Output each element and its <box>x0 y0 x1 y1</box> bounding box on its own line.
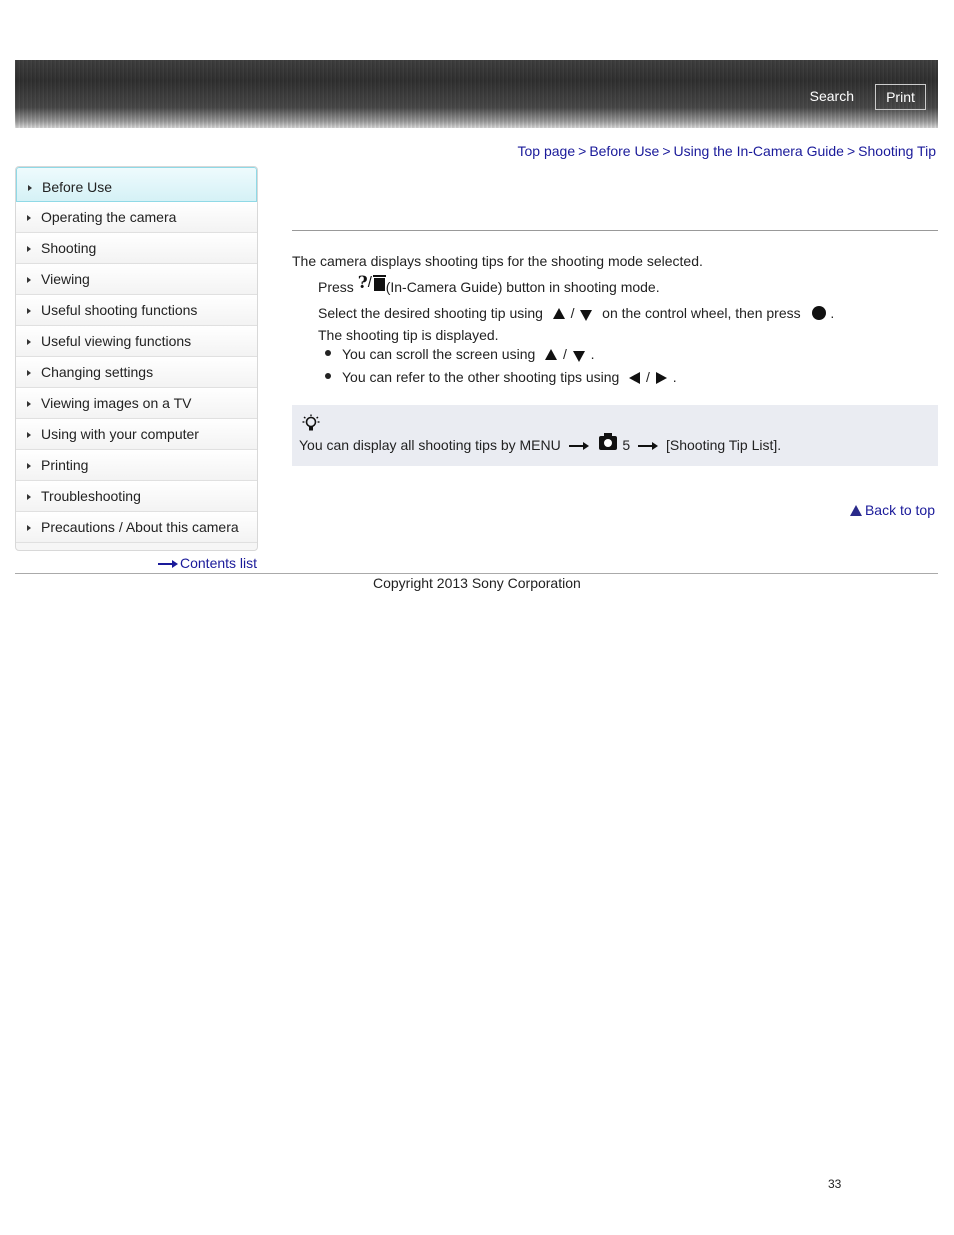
sidebar-item-label: Useful viewing functions <box>41 333 192 349</box>
breadcrumb-top-page[interactable]: Top page <box>517 143 576 159</box>
chevron-right-icon <box>27 215 31 221</box>
chevron-right-icon <box>27 370 31 376</box>
sidebar-item-label: Viewing <box>41 271 90 287</box>
header-bar <box>15 60 938 128</box>
sidebar-item-useful-viewing-functions[interactable] <box>16 326 257 357</box>
bullet-2-suffix: . <box>672 369 677 385</box>
slash: / <box>562 346 567 362</box>
step-1 <box>318 273 660 297</box>
chevron-right-icon <box>27 339 31 345</box>
breadcrumb-separator: > <box>662 143 671 159</box>
contents-list-link[interactable] <box>158 555 257 571</box>
up-arrow-icon <box>553 308 565 319</box>
sidebar-item-useful-shooting-functions[interactable] <box>16 295 257 326</box>
page-number: 33 <box>828 1177 842 1191</box>
copyright-text: Copyright 2013 Sony Corporation <box>373 575 581 591</box>
sidebar-item-label: Operating the camera <box>41 209 177 225</box>
sidebar-item-viewing-images-on-tv[interactable] <box>16 388 257 419</box>
hint-menu-number: 5 <box>622 437 631 453</box>
up-arrow-icon <box>850 505 862 516</box>
title-divider <box>292 230 938 231</box>
step-2-suffix: . <box>830 305 835 321</box>
sidebar-item-using-with-computer[interactable] <box>16 419 257 450</box>
step-2-middle: on the control wheel, then press <box>602 305 801 321</box>
sidebar-item-troubleshooting[interactable] <box>16 481 257 512</box>
down-arrow-icon <box>580 310 592 321</box>
breadcrumb-separator: > <box>578 143 587 159</box>
right-arrow-icon <box>656 372 667 384</box>
bullet-icon <box>325 373 331 379</box>
bullet-icon <box>325 350 331 356</box>
chevron-right-icon <box>27 246 31 252</box>
sidebar-item-shooting[interactable] <box>16 233 257 264</box>
print-button[interactable]: Print <box>875 84 926 110</box>
hint-text <box>299 437 781 453</box>
slash: / <box>646 369 650 385</box>
left-arrow-icon <box>629 372 640 384</box>
in-camera-guide-icon: ? / <box>358 276 386 294</box>
bullet-1-suffix: . <box>590 346 595 362</box>
bullet-2-prefix: You can refer to the other shooting tips using <box>342 369 620 385</box>
hint-prefix: You can display all shooting tips by MENU <box>299 437 561 453</box>
arrow-right-icon <box>569 442 589 450</box>
sidebar-item-before-use[interactable] <box>16 167 257 202</box>
camera-icon <box>599 436 617 450</box>
breadcrumb-in-camera-guide[interactable]: Using the In-Camera Guide <box>673 143 844 159</box>
sidebar-item-label: Viewing images on a TV <box>41 395 192 411</box>
intro-text: The camera displays shooting tips for the shooting mode selected. <box>292 253 703 269</box>
hint-suffix: [Shooting Tip List]. <box>665 437 782 453</box>
back-to-top-label: Back to top <box>864 502 935 518</box>
sidebar-item-printing[interactable] <box>16 450 257 481</box>
chevron-right-icon <box>27 463 31 469</box>
slash: / <box>570 305 575 321</box>
chevron-right-icon <box>27 401 31 407</box>
sidebar-item-label: Precautions / About this camera <box>41 519 239 535</box>
down-arrow-icon <box>573 351 585 362</box>
breadcrumb <box>518 143 936 159</box>
breadcrumb-separator: > <box>846 143 856 159</box>
step-2-prefix: Select the desired shooting tip using <box>318 305 543 321</box>
sidebar-item-label: Useful shooting functions <box>41 302 198 318</box>
sidebar-item-viewing[interactable] <box>16 264 257 295</box>
up-arrow-icon <box>545 349 557 360</box>
sidebar-item-label: Changing settings <box>41 364 154 380</box>
contents-list-label: Contents list <box>180 555 258 571</box>
sidebar-item-precautions[interactable] <box>16 512 257 543</box>
sidebar-item-changing-settings[interactable] <box>16 357 257 388</box>
sidebar-item-label: Printing <box>41 457 89 473</box>
step-1-suffix: (In-Camera Guide) button in shooting mode. <box>385 279 660 295</box>
arrow-right-icon <box>158 559 178 569</box>
sidebar-nav <box>15 166 258 551</box>
breadcrumb-shooting-tip[interactable]: Shooting Tip <box>858 143 936 159</box>
sidebar-item-label: Before Use <box>42 179 113 195</box>
step-2-result: The shooting tip is displayed. <box>318 327 499 343</box>
lightbulb-hint-icon <box>302 414 320 434</box>
hint-box <box>292 405 938 466</box>
back-to-top-link[interactable] <box>850 502 935 518</box>
footer-divider <box>15 573 938 574</box>
sidebar-item-label: Using with your computer <box>41 426 199 442</box>
chevron-right-icon <box>27 432 31 438</box>
list-item <box>325 346 595 362</box>
chevron-right-icon <box>27 277 31 283</box>
chevron-right-icon <box>27 308 31 314</box>
step-2 <box>318 305 834 321</box>
bullet-1-prefix: You can scroll the screen using <box>342 346 536 362</box>
chevron-right-icon <box>27 494 31 500</box>
arrow-right-icon <box>638 442 658 450</box>
sidebar-item-label: Troubleshooting <box>41 488 141 504</box>
search-button[interactable]: Search <box>809 88 854 104</box>
sidebar-item-label: Shooting <box>41 240 97 256</box>
chevron-right-icon <box>28 185 32 191</box>
list-item <box>325 369 677 385</box>
sidebar-item-operating-the-camera[interactable] <box>16 202 257 233</box>
breadcrumb-before-use[interactable]: Before Use <box>589 143 660 159</box>
chevron-right-icon <box>27 525 31 531</box>
step-1-prefix: Press <box>318 279 354 295</box>
center-button-icon <box>812 306 826 320</box>
